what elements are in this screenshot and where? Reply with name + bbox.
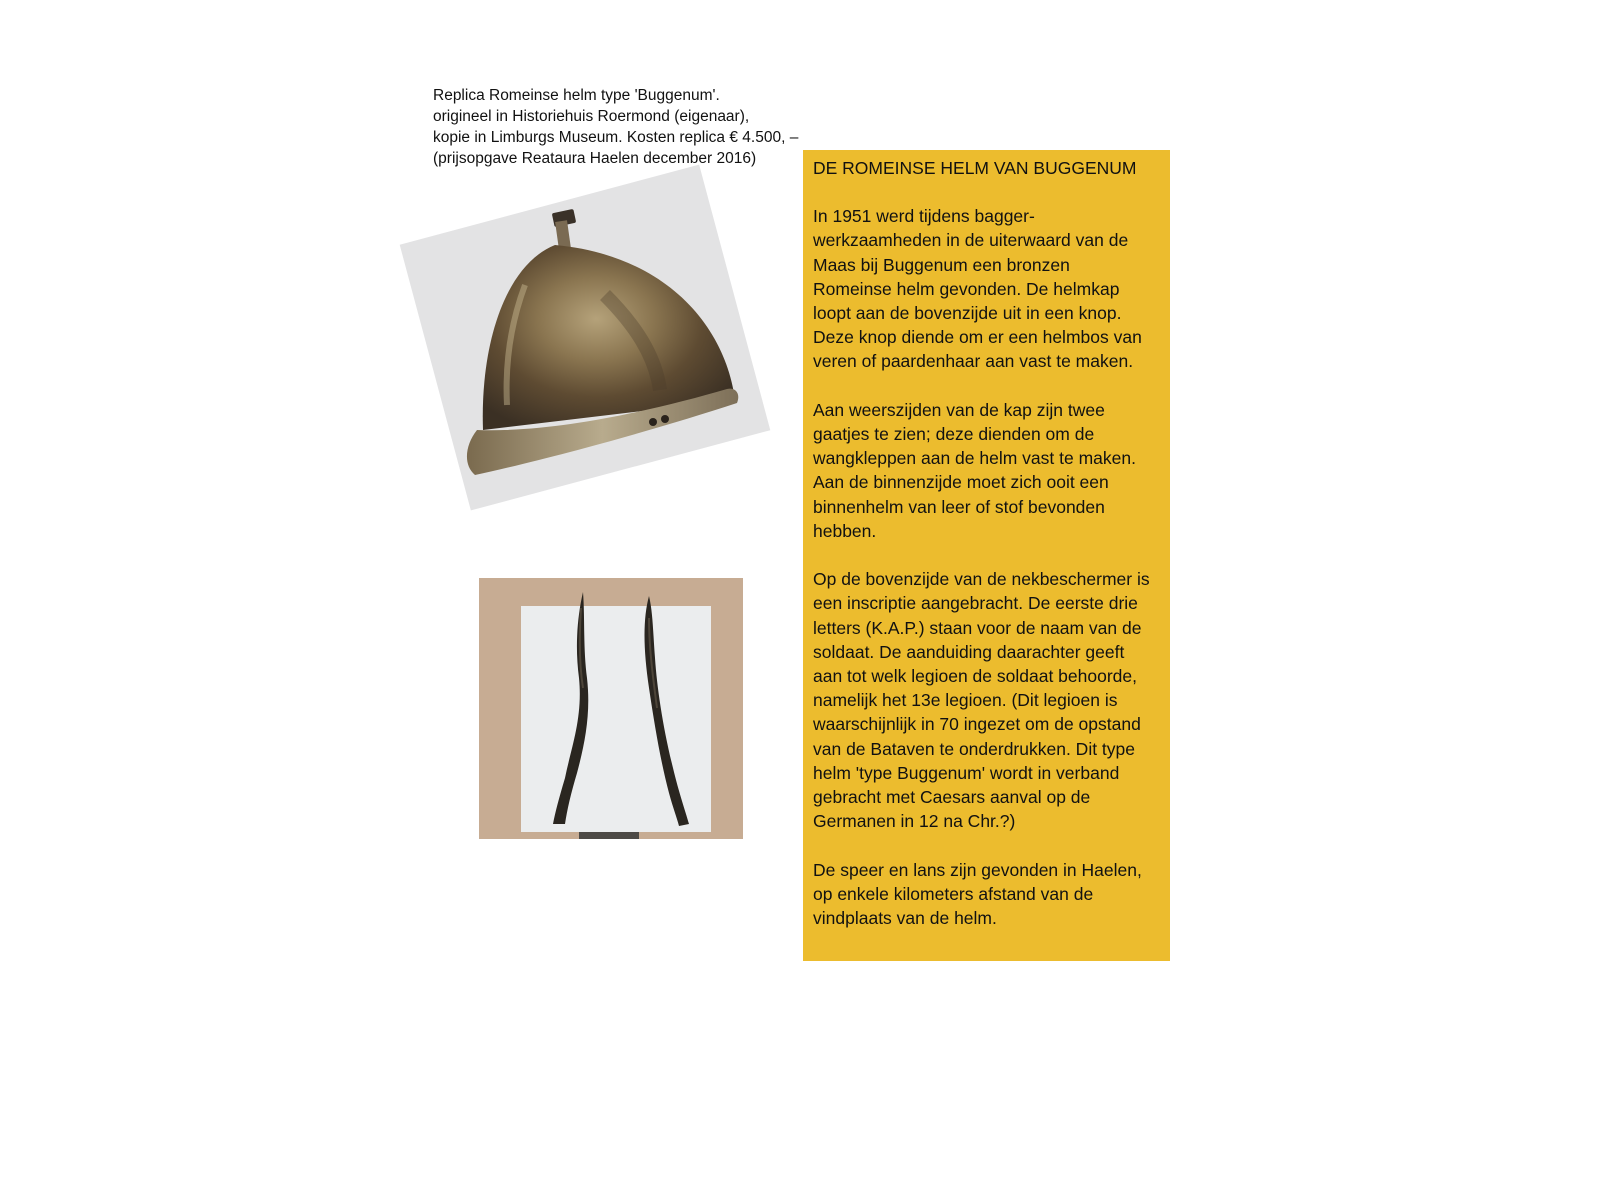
info-paragraph — [813, 204, 1160, 373]
text-line: gebracht met Caesars aanval op de — [813, 787, 1091, 808]
text-line: een inscriptie aangebracht. De eerste drie — [813, 593, 1138, 614]
text-line: vindplaats van de helm. — [813, 908, 997, 929]
text-line: gaatjes te zien; deze dienden om de — [813, 424, 1095, 445]
info-title: DE ROMEINSE HELM VAN BUGGENUM — [813, 158, 1137, 178]
caption-line: Replica Romeinse helm type 'Buggenum'. — [433, 87, 720, 104]
text-line: Germanen in 12 na Chr.?) — [813, 811, 1016, 832]
text-line: soldaat. De aanduiding daarachter geeft — [813, 641, 1125, 662]
text-line: aan tot welk legioen de soldaat behoorde, — [813, 666, 1137, 687]
text-line: Aan weerszijden van de kap zijn twee — [813, 399, 1105, 420]
text-line: hebben. — [813, 520, 877, 541]
roman-helmet-photo — [405, 175, 765, 505]
text-line: werkzaamheden in de uiterwaard van de — [813, 230, 1129, 251]
text-line: op enkele kilometers afstand van de — [813, 883, 1094, 904]
text-line: letters (K.A.P.) staan voor de naam van de — [813, 617, 1142, 638]
text-line: waarschijnlijk in 70 ingezet om de opstand — [813, 714, 1141, 735]
text-line: wangkleppen aan de helm vast te maken. — [813, 448, 1136, 469]
info-paragraph — [813, 567, 1160, 833]
text-line: Aan de binnenzijde moet zich ooit een — [813, 472, 1109, 493]
text-line: Op de bovenzijde van de nekbeschermer is — [813, 569, 1150, 590]
text-line: veren of paardenhaar aan vast te maken. — [813, 351, 1134, 372]
caption-line: (prijsopgave Reataura Haelen december 2016) — [433, 150, 757, 167]
spear-and-lance-photo — [479, 578, 743, 839]
text-line: Deze knop diende om er een helmbos van — [813, 327, 1142, 348]
info-paragraph — [813, 398, 1160, 543]
caption-line: kopie in Limburgs Museum. Kosten replica € 4.500, – — [433, 129, 799, 146]
info-paragraph — [813, 858, 1160, 931]
helmet-caption — [433, 85, 813, 169]
text-line: De speer en lans zijn gevonden in Haelen, — [813, 859, 1142, 880]
text-line: helm 'type Buggenum' wordt in verband — [813, 762, 1120, 783]
caption-line: origineel in Historiehuis Roermond (eigenaar), — [433, 108, 750, 125]
text-line: van de Bataven te onderdrukken. Dit type — [813, 738, 1136, 759]
text-line: Romeinse helm gevonden. De helmkap — [813, 278, 1120, 299]
text-line: Maas bij Buggenum een bronzen — [813, 254, 1070, 275]
text-line: namelijk het 13e legioen. (Dit legioen is — [813, 690, 1118, 711]
text-line: binnenhelm van leer of stof bevonden — [813, 496, 1105, 517]
text-line: In 1951 werd tijdens bagger- — [813, 206, 1035, 227]
info-panel — [803, 150, 1170, 961]
text-line: loopt aan de bovenzijde uit in een knop. — [813, 303, 1122, 324]
